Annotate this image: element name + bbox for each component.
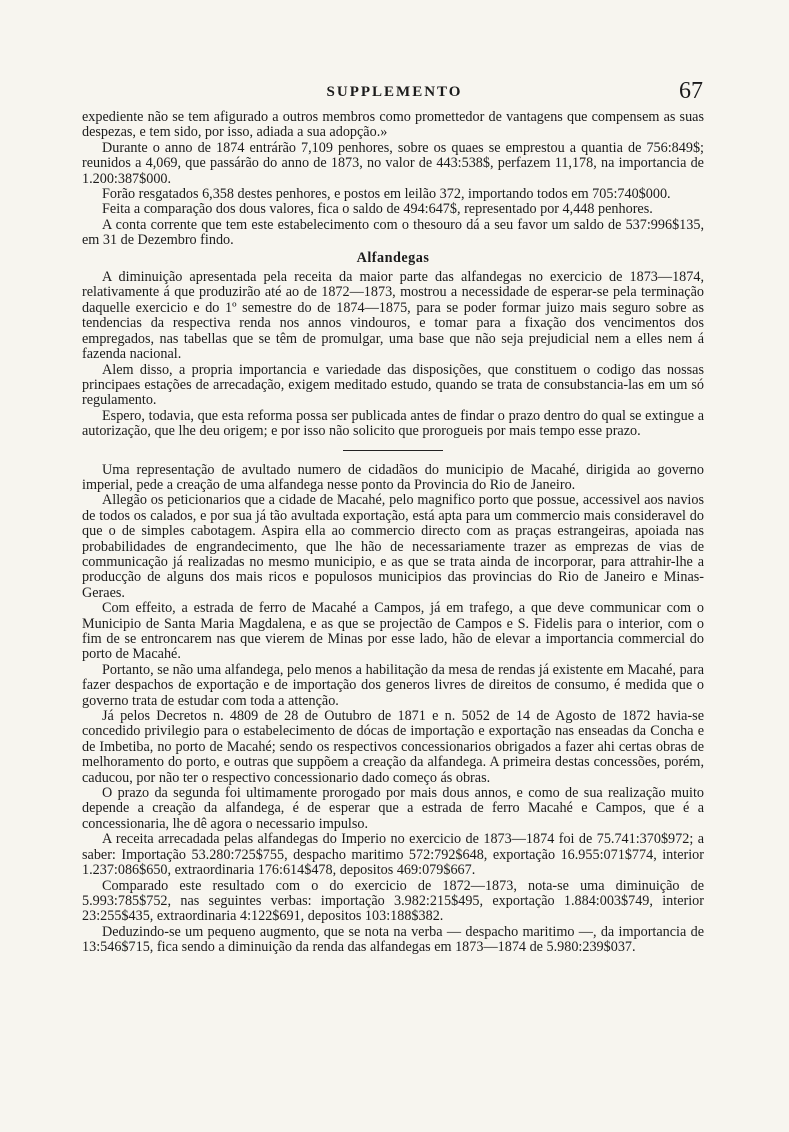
running-title: SUPPLEMENTO [326, 84, 463, 100]
section-heading-alfandegas: Alfandegas [356, 249, 430, 266]
body-text [82, 110, 704, 956]
paragraph: Allegão os peticionarios que a cidade de Macahé, pelo magnifico porto que possue, accessivel aos navios de todos os calados, e por sua já tão avultada exportação, está apta para um commercio mais consideravel do que o de simples cabotagem. Aspira ella ao commercio directo com as praças estrangeiras, apoiada nas probabilidades de engrandecimento, que lhe hão de necessariamente trazer as emprezas de vias de communicação já realizadas no mesmo municipio, e as que se trata ainda de incorporar, para attrahir-lhe a producção de alguns dos mais ricos e populosos municipios das provincias do Rio de Janeiro e Minas-Geraes. [82, 492, 704, 601]
paragraph: Já pelos Decretos n. 4809 de 28 de Outubro de 1871 e n. 5052 de 14 de Agosto de 1872 havia-se concedido privilegio para o estabelecimento de dócas de importação e exportação nas enseadas da Concha e de Imbetiba, no porto de Macahé; sendo os respectivos concessionarios obrigados a fazer ahi certas obras de melhoramento do porto, e outras que suppõem a creação da alfandega. A primeira destas concessões, porém, caducou, por não ter o respectivo concessionario dado começo ás obras. [82, 708, 704, 786]
paragraph: Uma representação de avultado numero de cidadãos do municipio de Macahé, dirigida ao governo imperial, pede a creação de uma alfandega nesse ponto da Provincia do Rio de Janeiro. [82, 461, 704, 493]
section-divider [343, 450, 443, 451]
page-number: 67 [679, 78, 703, 104]
paragraph: A receita arrecadada pelas alfandegas do Imperio no exercicio de 1873—1874 foi de 75.741:370$972; a saber: Importação 53.280:725$755, despacho maritimo 572:792$648, exportação 16.955:071$774, interior 1.237:086$650, extraordinaria 176:614$478, depositos 469:079$667. [82, 831, 704, 879]
paragraph: A diminuição apresentada pela receita da maior parte das alfandegas no exercicio de 1873—1874, relativamente á que produzirão até ao de 1872—1873, mostrou a necessidade de esperar-se pela terminação daquelle exercicio e do 1º semestre do de 1874—1875, para se poder formar juizo mais seguro sobre as tendencias da respectiva renda nos annos vindouros, e tomar para a fixação dos vencimentos dos empregados, nas tabellas que se têm de promulgar, uma base que não seja prejudicial nem a elles nem á fazenda nacional. [82, 269, 704, 363]
paragraph: Espero, todavia, que esta reforma possa ser publicada antes de findar o prazo dentro do qual se extingue a autorização, que lhe deu origem; e por isso não solicito que prorogueis por mais tempo esse prazo. [82, 407, 704, 440]
paragraph: Comparado este resultado com o do exercicio de 1872—1873, nota-se uma diminuição de 5.993:785$752, nas seguintes verbas: importação 3.982:215$495, exportação 1.884:003$749, interior 23:255$435, extraordinaria 4:122$691, depositos 103:188$382. [82, 877, 704, 925]
paragraph: expediente não se tem afigurado a outros membros como promettedor de vantagens que compensem as suas despezas, e tem sido, por isso, adiada a sua adopção.» [82, 109, 704, 141]
paragraph: Portanto, se não uma alfandega, pelo menos a habilitação da mesa de rendas já existente em Macahé, para fazer despachos de exportação e de importação dos generos livres de direitos de consumo, é medida que o governo trata de estudar com toda a attenção. [82, 661, 704, 709]
paragraph: Durante o anno de 1874 entrárão 7,109 penhores, sobre os quaes se emprestou a quantia de 756:849$; reunidos a 4,069, que passárão do anno de 1873, no valor de 443:538$, perfazem 11,178, na importancia de 1.200:387$000. [82, 139, 704, 187]
paragraph: Feita a comparação dos dous valores, fica o saldo de 494:647$, representado por 4,448 penhores. [102, 201, 653, 218]
paragraph: A conta corrente que tem este estabelecimento com o thesouro dá a seu favor um saldo de 537:996$135, em 31 de Dezembro findo. [82, 216, 704, 249]
paragraph: Alem disso, a propria importancia e variedade das disposições, que constituem o codigo das nossas principaes estações de arrecadação, exigem meditado estudo, quando se trata de consubstancia-las em um só regulamento. [82, 361, 704, 409]
paragraph: Deduzindo-se um pequeno augmento, que se nota na verba — despacho maritimo —, da importancia de 13:546$715, fica sendo a diminuição da renda das alfandegas em 1873—1874 de 5.980:239$037. [82, 923, 704, 956]
paragraph: Com effeito, a estrada de ferro de Macahé a Campos, já em trafego, a que deve communicar com o Municipio de Santa Maria Magdalena, e as que se projectão de Campos e S. Fidelis para o interior, com o fim de se entroncarem nas que vierem de Minas por esse lado, hão de elevar a importancia commercial do porto de Macahé. [82, 600, 704, 663]
paragraph: O prazo da segunda foi ultimamente prorogado por mais dous annos, e como de sua realização muito depende a creação da alfandega, é de esperar que a estrada de ferro Macahé e Campos, que é a concessionaria, lhe dê agora o necessario impulso. [82, 785, 704, 832]
paragraph: Forão resgatados 6,358 destes penhores, e postos em leilão 372, importando todos em 705:740$000. [102, 186, 671, 203]
page-header [0, 78, 789, 108]
